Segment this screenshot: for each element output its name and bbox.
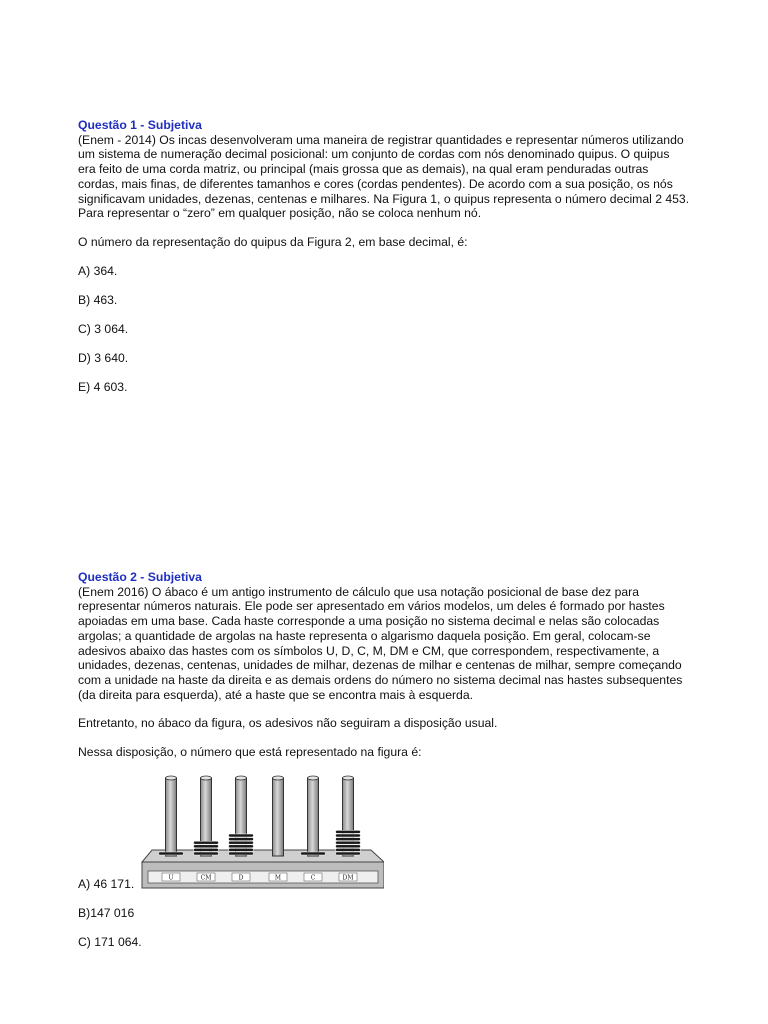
- question-2-title: Questão 2 - Subjetiva: [78, 570, 202, 584]
- abacus-ring: [229, 841, 254, 844]
- question-1-title: Questão 1 - Subjetiva: [78, 118, 202, 132]
- question-1-body: (Enem - 2014) Os incas desenvolveram uma maneira de registrar quantidades e representar números utilizando um sistema de numeração decimal posicional: um conjunto de cordas com nós denominado quipus. O quipus era feito de uma corda matriz, ou principal (mais grossa que as demais), na qual eram penduradas outras cordas, mais finas, de diferentes tamanhos e cores (cordas pendentes). De acordo com a sua posição, os nós significavam unidades, dezenas, centenas e milhares. Na Figura 1, o quipus representa o número decimal 2 453. Para representar o “zero” em qualquer posição, não se coloca nenhum nó.: [78, 132, 690, 221]
- abacus-sticker-label: D: [238, 874, 244, 882]
- question-1-option-d: D) 3 640.: [78, 351, 129, 365]
- question-2-option-a: A) 46 171.: [78, 877, 135, 891]
- abacus-rod-cap: [236, 776, 247, 780]
- abacus-ring: [159, 852, 184, 855]
- question-2-body: (Enem 2016) O ábaco é um antigo instrumento de cálculo que usa notação posicional de base dez para representar números naturais. Ele pode ser apresentado em vários modelos, um deles é formado por hastes apoiadas em uma base. Cada haste corresponde a uma posição no sistema decimal e nelas são colocadas argolas; a quantidade de argolas na haste representa o algarismo daquela posição. Em geral, colocam-se adesivos abaixo das hastes com os símbolos U, D, C, M, DM e CM, que correspondem, respectivamente, a unidades, dezenas, centenas, unidades de milhar, dezenas de milhar e centenas de milhar, sempre começando com a unidade na haste da direita e as demais ordens do número no sistema decimal nas hastes subsequentes (da direita para esquerda), até a haste que se encontra mais à esquerda.: [78, 584, 683, 702]
- abacus-ring: [336, 841, 361, 844]
- question-2-paragraph-2: Entretanto, no ábaco da figura, os adesivos não seguiram a disposição usual.: [78, 716, 498, 730]
- abacus-rod: [308, 778, 319, 856]
- abacus-rod-cap: [273, 776, 284, 780]
- abacus-ring: [229, 845, 254, 848]
- abacus-rod-cap: [201, 776, 212, 780]
- question-1-option-b: B) 463.: [78, 293, 118, 307]
- abacus-ring: [229, 848, 254, 851]
- abacus-figure: [138, 770, 384, 890]
- abacus-rod-cap: [308, 776, 319, 780]
- question-2: [78, 570, 690, 702]
- abacus-rod-cap: [166, 776, 177, 780]
- abacus-ring: [194, 852, 219, 855]
- abacus-ring: [229, 834, 254, 837]
- abacus-ring: [336, 830, 361, 833]
- question-1-option-c: C) 3 064.: [78, 322, 129, 336]
- abacus-rods: [159, 776, 361, 856]
- abacus-sticker-label: U: [168, 874, 174, 882]
- question-1-option-e: E) 4 603.: [78, 380, 128, 394]
- abacus-sticker-label: DM: [342, 874, 354, 882]
- abacus-rod-cap: [343, 776, 354, 780]
- abacus-rod: [166, 778, 177, 856]
- abacus-ring: [336, 845, 361, 848]
- abacus-ring: [229, 852, 254, 855]
- abacus-sticker-label: C: [310, 874, 316, 882]
- question-2-option-b: B)147 016: [78, 906, 135, 920]
- abacus-ring: [301, 852, 326, 855]
- abacus-ring: [229, 838, 254, 841]
- abacus-ring: [336, 848, 361, 851]
- question-1-prompt: O número da representação do quipus da Figura 2, em base decimal, é:: [78, 235, 468, 249]
- question-2-option-c: C) 171 064.: [78, 935, 142, 949]
- abacus-ring: [194, 845, 219, 848]
- question-1: [78, 118, 690, 221]
- question-2-paragraph-3: Nessa disposição, o número que está representado na figura é:: [78, 745, 422, 759]
- abacus-ring: [336, 838, 361, 841]
- abacus-ring: [194, 841, 219, 844]
- abacus-sticker-label: M: [274, 874, 282, 882]
- abacus-rod: [273, 778, 284, 856]
- abacus-ring: [194, 848, 219, 851]
- abacus-sticker-label: CM: [200, 874, 212, 882]
- abacus-ring: [336, 852, 361, 855]
- question-1-option-a: A) 364.: [78, 264, 118, 278]
- abacus-ring: [336, 834, 361, 837]
